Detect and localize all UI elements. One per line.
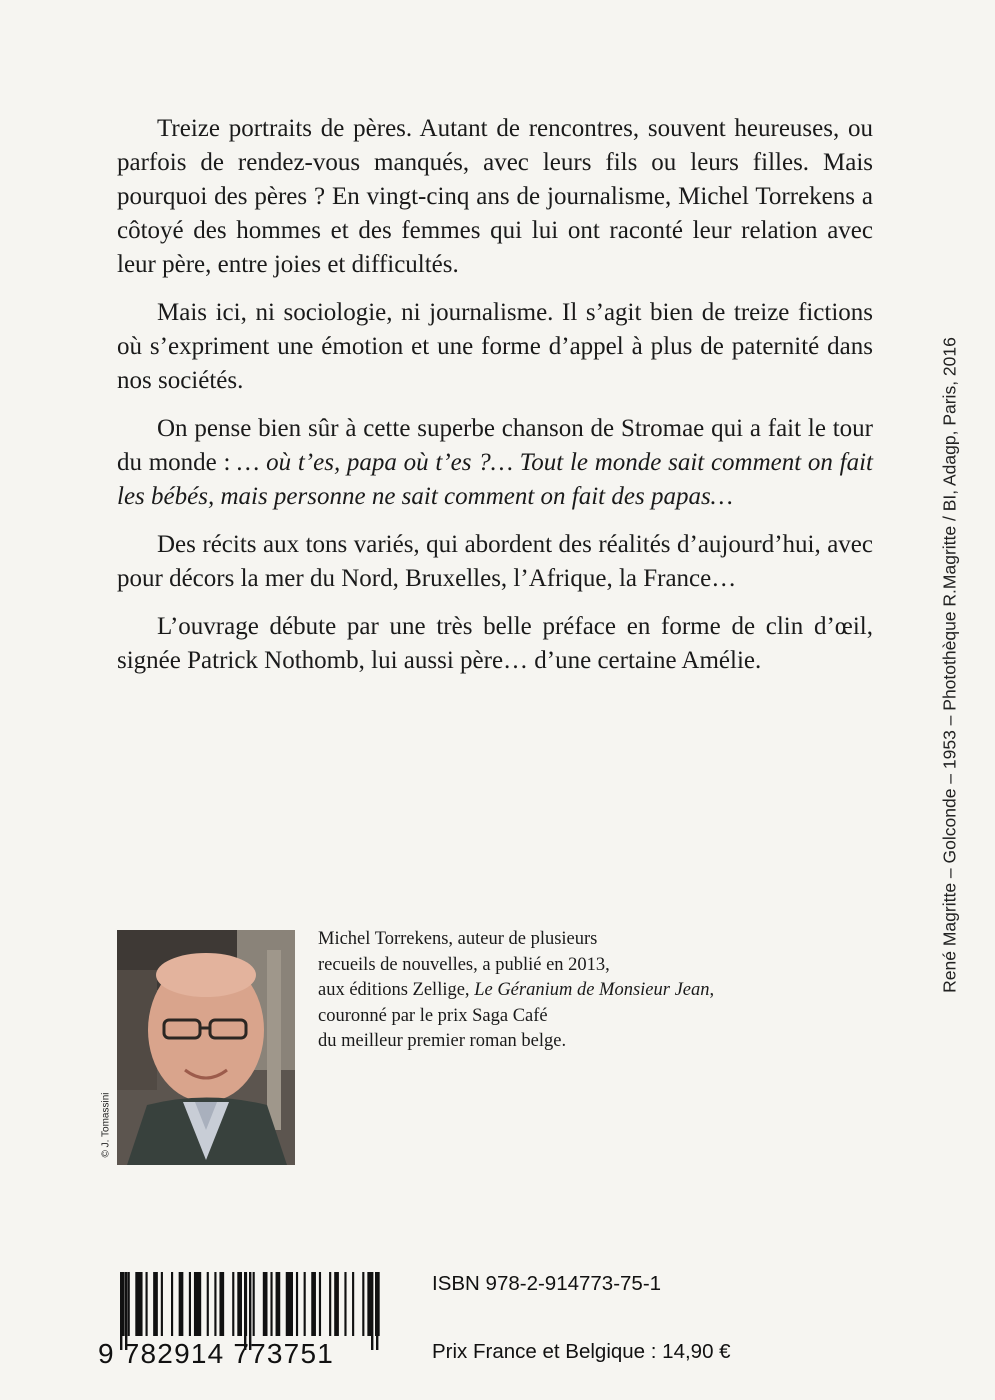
photo-credit-text: © J. Tomassini: [100, 1092, 112, 1158]
novel-title: Le Géranium de Monsieur Jean: [474, 980, 710, 1000]
author-bio-line: du meilleur premier roman belge.: [318, 1031, 567, 1051]
author-bio-text: aux éditions Zellige,: [318, 980, 475, 1000]
barcode-digits: 9 782914 773751: [98, 1338, 334, 1369]
cover-art-credit-text: René Magritte – Golconde – 1953 – Photothèque R.Magritte / BI, Adagp, Paris, 2016: [939, 337, 960, 993]
cover-art-credit: [930, 300, 970, 1030]
photo-credit: [96, 1080, 116, 1170]
author-bio-line: Michel Torrekens, auteur de plusieurs: [318, 929, 598, 949]
blurb-paragraph-2: Mais ici, ni sociologie, ni journalisme. Il s’agit bien de treize fictions où s’expriment une émotion et une forme d’appel à plus de paternité dans nos sociétés.: [117, 299, 873, 394]
blurb-paragraph-5: L’ouvrage débute par une très belle préface en forme de clin d’œil, signée Patrick Nothomb, lui aussi père… d’une certaine Amélie.: [117, 613, 873, 674]
isbn-number: ISBN 978-2-914773-75-1: [432, 1272, 662, 1295]
blurb-paragraph-3: [117, 412, 873, 514]
author-bio-punctuation: ,: [709, 980, 715, 1000]
author-photo: [117, 930, 295, 1165]
author-bio-line: couronné par le prix Saga Café: [318, 1005, 548, 1026]
blurb-paragraph-3-text: On pense bien sûr à cette superbe chanson de Stromae qui a fait le tour du monde :: [117, 415, 873, 476]
back-cover-blurb: [117, 112, 873, 692]
blurb-paragraph-1: Treize portraits de pères. Autant de rencontres, souvent heureuses, ou parfois de rendez-vous manqués, avec leurs fils ou leurs filles. Mais pourquoi des pères ? En vingt-cinq ans de journalisme, Michel Torrekens a côtoyé des hommes et des femmes qui lui ont raconté leur relation avec leur père, entre joies et difficultés.: [117, 115, 873, 278]
author-bio: [318, 927, 778, 1055]
price-label: Prix France et Belgique : 14,90 €: [432, 1340, 731, 1363]
author-bio-line: recueils de nouvelles, a publié en 2013,: [318, 954, 610, 975]
blurb-paragraph-4: Des récits aux tons variés, qui abordent des réalités d’aujourd’hui, avec pour décors la mer du Nord, Bruxelles, l’Afrique, la France…: [117, 531, 873, 592]
stromae-lyrics-quote: … où t’es, papa où t’es ?… Tout le monde sait comment on fait les bébés, mais personne ne sait comment on fait des papas…: [117, 449, 873, 510]
author-bio-line: [318, 978, 778, 1004]
